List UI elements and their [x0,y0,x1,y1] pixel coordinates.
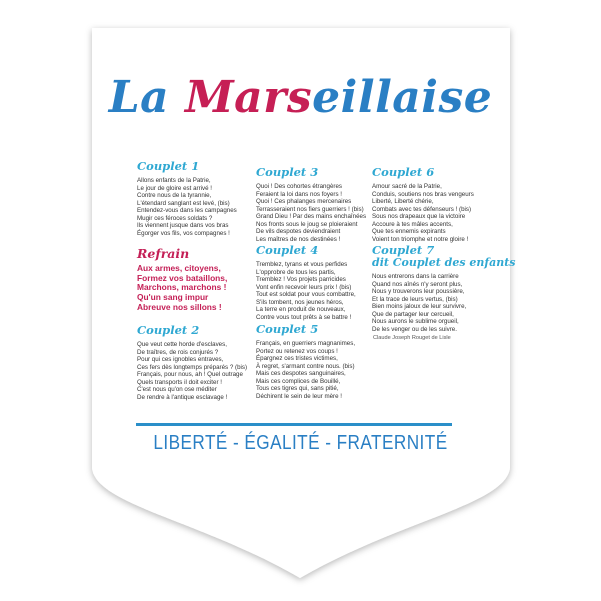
refrain [137,247,227,313]
couplet-7 [372,244,516,333]
page-title [0,72,601,124]
verse-line: Le jour de gloire est arrivé ! [137,184,212,192]
couplet-2 [137,324,247,401]
verse-line: Que veut cette horde d'esclaves, [137,341,227,348]
verse-line: Mugir ces féroces soldats ? [137,214,213,222]
author-credit: Claude Joseph Rouget de Lisle [373,335,451,341]
verse-line: Amour sacré de la Patrie, [372,183,442,190]
verse-line: Allons enfants de la Patrie, [137,177,211,184]
couplet-6-heading: Couplet 6 [372,165,435,179]
verse-line: Bien moins jaloux de leur survivre, [372,303,467,311]
verse-line: Français, en guerriers magnanimes, [256,340,356,347]
verse-line: Que de partager leur cercueil, [372,310,454,318]
verse-line: Mais ces complices de Bouillé, [256,377,341,385]
refrain-line: Aux armes, citoyens, [137,263,221,273]
verse-line: De rendre à l'antique esclavage ! [137,393,228,401]
verse-line: Tous ces tigres qui, sans pitié, [256,385,339,393]
couplet-3 [256,166,366,243]
verse-line: Accoure à tes mâles accents, [372,220,453,228]
verse-line: L'étendard sanglant est levé, (bis) [137,199,230,207]
verse-line: Tremblez ! Vos projets parricides [256,276,346,284]
verse-line: Nous entrerons dans la carrière [372,273,459,280]
couplet-7-subheading: dit Couplet des enfants [372,256,516,269]
verse-line: Grand Dieu ! Par des mains enchaînées [256,213,367,221]
refrain-line: Formez vos bataillons, [137,272,228,283]
refrain-line: Qu'un sang impur [137,292,209,303]
couplet-2-heading: Couplet 2 [137,323,200,337]
verse-line: Égorger vos fils, vos compagnes ! [137,229,230,237]
verse-line: Pour qui ces ignobles entraves, [137,356,224,364]
verse-line: Contre nous de la tyrannie, [137,192,212,200]
verse-line: Nous y trouverons leur poussière, [372,288,465,296]
verse-line: Épargnez ces tristes victimes, [256,355,338,363]
couplet-4-heading: Couplet 4 [256,243,319,257]
verse-line: C'est nous qu'on ose méditer [137,386,217,394]
verse-line: La terre en produit de nouveaux, [256,306,346,314]
verse-line: Tremblez, tyrans et vous perfides [256,261,348,268]
verse-line: Mais ces despotes sanguinaires, [256,370,346,378]
verse-line: Liberté, Liberté chérie, [372,198,434,206]
motto: LIBERTÉ - ÉGALITÉ - FRATERNITÉ [153,432,448,454]
couplet-1-heading: Couplet 1 [137,159,200,173]
verse-line: Français, pour nous, ah ! Quel outrage [137,371,243,379]
couplet-6 [372,166,474,243]
verse-line: Et la trace de leurs vertus, (bis) [372,295,458,303]
verse-line: Que tes ennemis expirants [372,228,446,236]
couplet-7-heading: Couplet 7 [372,243,435,257]
title-eillaise: eillaise [312,72,493,123]
verse-line: À regret, s'armant contre nous. (bis) [256,362,355,370]
couplet-5-heading: Couplet 5 [256,322,319,336]
title-la: La [108,72,185,123]
verse-line: Quels transports il doit exciter ! [137,378,222,386]
verse-line: L'opprobre de tous les partis, [256,268,336,276]
verse-line: De traîtres, de rois conjurés ? [137,348,219,356]
verse-line: Nous aurons le sublime orgueil, [372,318,459,326]
verse-line: Les maîtres de nos destinées ! [256,235,341,243]
verse-line: Tout est soldat pour vous combattre, [256,291,356,299]
verse-line: Nos fronts sous le joug se ploieraient [256,220,358,228]
couplet-3-heading: Couplet 3 [256,165,319,179]
verse-line: Sous nos drapeaux que la victoire [372,213,466,221]
verse-line: S'ils tombent, nos jeunes héros, [256,298,344,306]
verse-line: Contre vous tout prêts à se battre ! [256,313,352,321]
verse-line: Conduis, soutiens nos bras vengeurs [372,190,474,198]
verse-line: Combats avec tes défenseurs ! (bis) [372,205,472,213]
verse-line: Quoi ! Des cohortes étrangères [256,183,342,190]
title-mars: Mars [184,72,313,123]
verse-line: Déchirent le sein de leur mère ! [256,392,342,400]
verse-line: Entendez-vous dans les campagnes [137,207,237,215]
verse-line: Vont enfin recevoir leurs prix ! (bis) [256,283,352,291]
verse-line: Quoi ! Ces phalanges mercenaires [256,198,352,206]
verse-line: Ils viennent jusque dans vos bras [137,222,229,230]
couplet-1 [137,160,237,237]
refrain-line: Marchons, marchons ! [137,282,227,293]
verse-line: Quand nos aînés n'y seront plus, [372,280,463,288]
refrain-line: Abreuve nos sillons ! [137,301,222,312]
divider-rule [136,423,452,426]
verse-line: Feraient la loi dans nos foyers ! [256,190,342,198]
verse-line: De les venger ou de les suivre. [372,325,457,333]
verse-line: Portez ou retenez vos coups ! [256,347,338,355]
verse-line: Terrasseraient nos fiers guerriers ! (bis) [256,205,364,213]
refrain-heading: Refrain [137,246,190,261]
verse-line: De vils despotes deviendraient [256,228,341,236]
verse-line: Ces fers dès longtemps préparés ? (bis) [137,363,248,371]
couplet-5 [256,323,355,400]
couplet-4 [256,244,356,321]
verse-line: Voient ton triomphe et notre gloire ! [372,235,469,243]
